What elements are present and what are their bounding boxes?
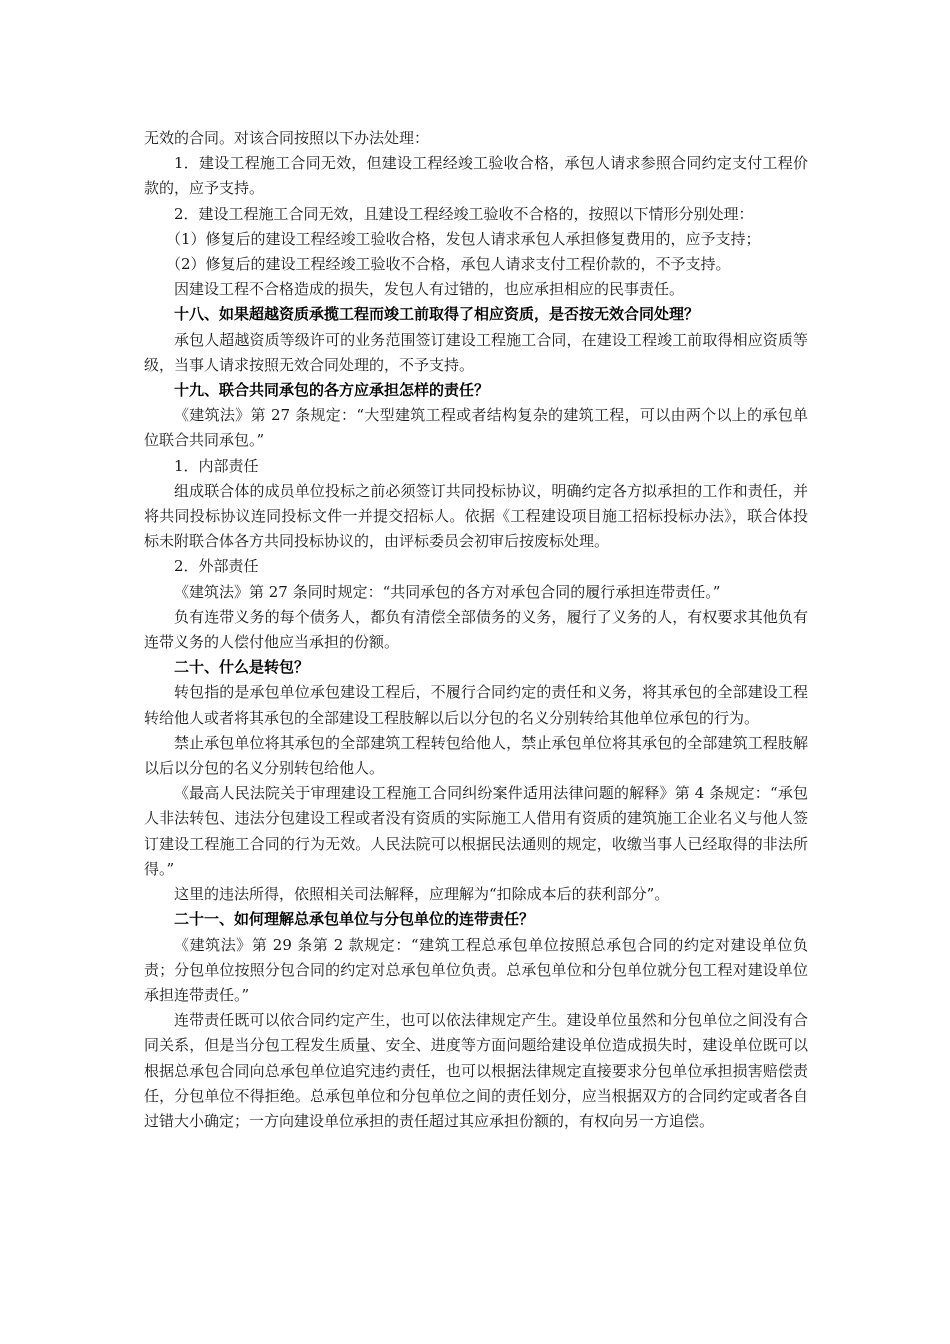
section-heading-21: 二十一、如何理解总承包单位与分包单位的连带责任？ <box>174 910 535 929</box>
section-heading-18: 十八、如果超越资质承揽工程而竣工前取得了相应资质，是否按无效合同处理？ <box>174 305 700 324</box>
paragraph-continued: 无效的合同。对该合同按照以下办法处理： <box>144 129 430 147</box>
section-heading-20: 二十、什么是转包？ <box>174 658 310 677</box>
paragraph: 因建设工程不合格造成的损失，发包人有过错的，也应承担相应的民事责任。 <box>174 280 685 299</box>
paragraph: 这里的违法所得，依照相关司法解释，应理解为“扣除成本后的获利部分”。 <box>174 885 670 904</box>
paragraph: 《建筑法》第 27 条规定：“大型建筑工程或者结构复杂的建筑工程，可以由两个以上的承包单位联合共同承包。” <box>144 406 808 450</box>
paragraph: 2．建设工程施工合同无效，且建设工程经竣工验收不合格的，按照以下情形分别处理： <box>174 204 754 223</box>
paragraph: 禁止承包单位将其承包的全部建筑工程转包给他人，禁止承包单位将其承包的全部建筑工程肢解以后以分包的名义分别转包给他人。 <box>144 733 808 778</box>
subsection-label: 1．内部责任 <box>174 456 259 475</box>
section-heading-19: 十九、联合共同承包的各方应承担怎样的责任？ <box>174 381 490 400</box>
paragraph: 负有连带义务的每个债务人，都负有清偿全部债务的义务，履行了义务的人，有权要求其他负有连带义务的人偿付他应当承担的份额。 <box>144 607 808 652</box>
document-page <box>144 126 808 1134</box>
paragraph: 连带责任既可以依合同约定产生，也可以依法律规定产生。建设单位虽然和分包单位之间没有合同关系，但是当分包工程发生质量、安全、进度等方面问题给建设单位造成损失时，建设单位既可以根据总承包合同向总承包单位追究违约责任，也可以根据法律规定直接要求分包单位承担损害赔偿责任，分包单位不得拒绝。总承包单位和分包单位之间的责任划分，应当根据双方的合同约定或者各自过错大小确定；一方向建设单位承担的责任超过其应承担份额的，有权向另一方追偿。 <box>144 1011 808 1130</box>
paragraph: 《建筑法》第 27 条同时规定：“共同承包的各方对承包合同的履行承担连带责任。” <box>174 582 721 601</box>
paragraph: 承包人超越资质等级许可的业务范围签订建设工程施工合同，在建设工程竣工前取得相应资质等级，当事人请求按照无效合同处理的，不予支持。 <box>144 330 808 374</box>
paragraph: 转包指的是承包单位承包建设工程后，不履行合同约定的责任和义务，将其承包的全部建设工程转给他人或者将其承包的全部建设工程肢解以后以分包的名义分别转给其他单位承包的行为。 <box>144 683 808 727</box>
sub-paragraph: （2）修复后的建设工程经竣工验收不合格，承包人请求支付工程价款的，不予支持。 <box>166 255 731 274</box>
sub-paragraph: （1）修复后的建设工程经竣工验收合格，发包人请求承包人承担修复费用的，应予支持； <box>166 229 761 248</box>
subsection-label: 2．外部责任 <box>174 557 259 576</box>
paragraph: 组成联合体的成员单位投标之前必须签订共同投标协议，明确约定各方拟承担的工作和责任，并将共同投标协议连同投标文件一并提交招标人。依据《工程建设项目施工招标投标办法》，联合体投标未附联合体各方共同投标协议的，由评标委员会初审后按废标处理。 <box>144 481 808 551</box>
paragraph: 《建筑法》第 29 条第 2 款规定：“建筑工程总承包单位按照总承包合同的约定对建设单位负责；分包单位按照分包合同的约定对总承包单位负责。总承包单位和分包单位就分包工程对建设单位承担连带责任。” <box>144 935 808 1004</box>
paragraph: 《最高人民法院关于审理建设工程施工合同纠纷案件适用法律问题的解释》第 4 条规定：“承包人非法转包、违法分包建设工程或者没有资质的实际施工人借用有资质的建筑施工企业名义与他人签订建设工程施工合同的行为无效。人民法院可以根据民法通则的规定，收缴当事人已经取得的非法所得。” <box>144 784 808 878</box>
paragraph: 1．建设工程施工合同无效，但建设工程经竣工验收合格，承包人请求参照合同约定支付工程价款的，应予支持。 <box>144 154 808 198</box>
